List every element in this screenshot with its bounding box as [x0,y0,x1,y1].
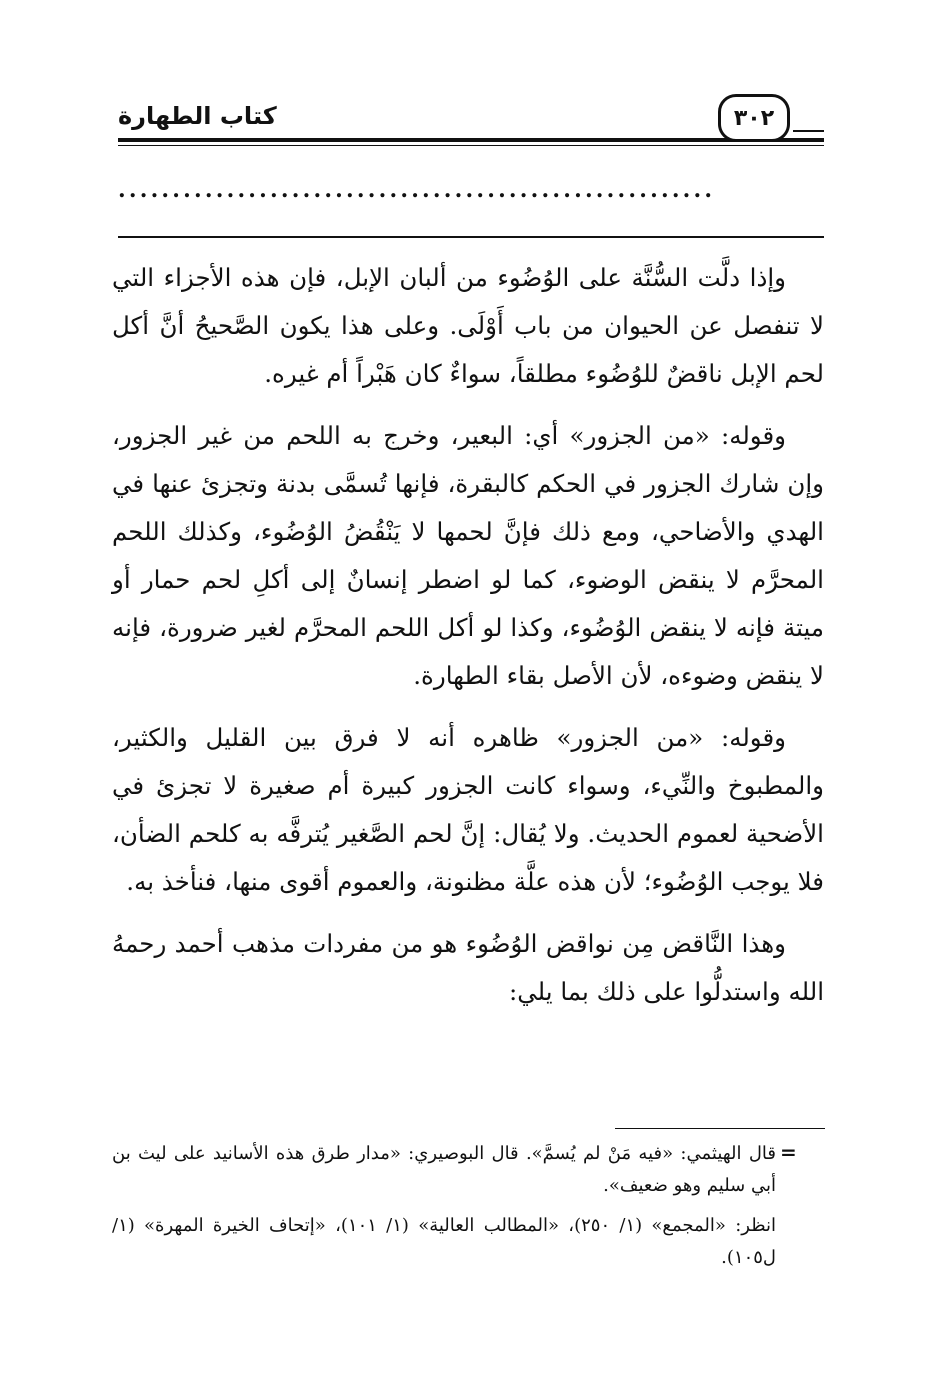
footnote: انظر: «المجمع» (١/ ٢٥٠)، «المطالب العالية» (١/ ١٠١)، «إتحاف الخيرة المهرة» (١/ل١٠٥). [112,1215,776,1268]
dotted-separator: ....................................................... [118,178,716,202]
content-top-rule [118,236,824,238]
header-rule-thin [118,145,824,146]
paragraph: وقوله: «من الجزور» أي: البعير، وخرج به اللحم من غير الجزور، وإن شارك الجزور في الحكم كالبقرة، فإنها تُسمَّى بدنة وتجزئ عنها في الهدي والأضاحي، ومع ذلك فإنَّ لحمها لا يَنْقُضُ الوُضُوء، وكذلك اللحم المحرَّم لا ينقض الوضوء، كما لو اضطر إنسانٌ إلى أكلِ لحم حمار أو ميتة فإنه لا ينقض الوُضُوء، وكذا لو أكل اللحم المحرَّم لغير ضرورة، فإنه لا ينقض وضوءه، لأن الأصل بقاء الطهارة. [112,421,824,690]
paragraph: وإذا دلَّت السُّنَّة على الوُضُوء من ألبان الإبل، فإن هذه الأجزاء التي لا تنفصل عن الحيوان من باب أَوْلَى. وعلى هذا يكون الصَّحيحُ أنَّ أكل لحم الإبل ناقضٌ للوُضُوء مطلقاً، سواءٌ كان هَبْراً أم غيره. [112,263,824,388]
page-header [118,86,824,156]
paragraph: وهذا النَّاقض مِن نواقض الوُضُوء هو من مفردات مذهب أحمد رحمهُ الله واستدلُّوا على ذلك بما يلي: [112,929,824,1006]
footnote-continuation-marker: = [780,1140,797,1164]
main-text [112,254,824,1030]
running-title: كتاب الطهارة [118,102,277,130]
page-number-frame [718,94,790,142]
footnotes [112,1138,824,1282]
page-number: ٣٠٢ [733,105,775,131]
footnote: قال الهيثمي: «فيه مَنْ لم يُسمَّ». قال البوصيري: «مدار طرق هذه الأسانيد على ليث بن أبي سليم وهو ضعيف». [112,1143,776,1196]
header-rule-thick [118,138,824,142]
paragraph: وقوله: «من الجزور» ظاهره أنه لا فرق بين القليل والكثير، والمطبوخ والنِّيء، وسواء كانت الجزور كبيرة أم صغيرة لا تجزئ في الأضحية لعموم الحديث. ولا يُقال: إنَّ لحم الصَّغير يُترفَّه به كلحم الضأن، فلا يوجب الوُضُوء؛ لأن هذه علَّة مظنونة، والعموم أقوى منها، فنأخذ به. [112,723,824,896]
header-rule-right [793,130,824,132]
footnote-separator [615,1128,825,1129]
